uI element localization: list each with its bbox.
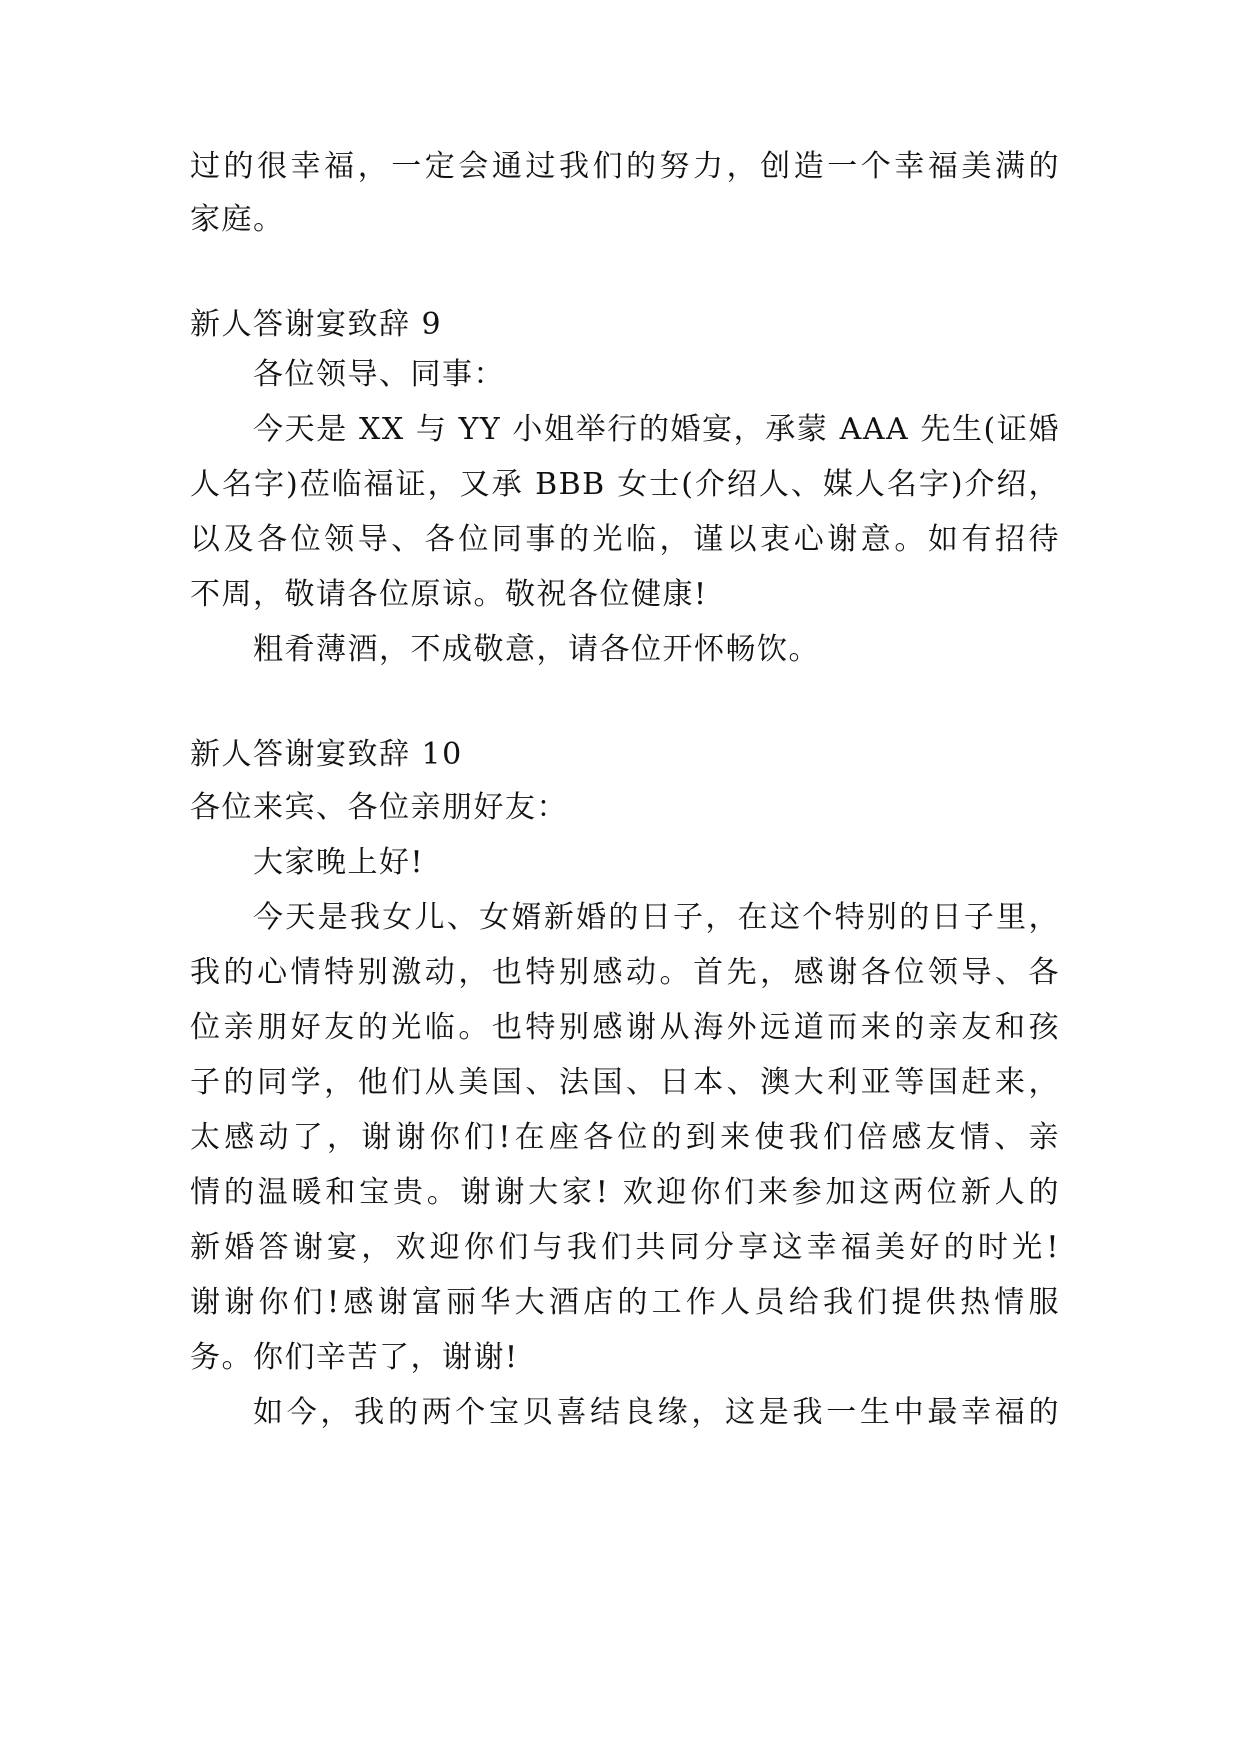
paragraph-line: 太感动了，谢谢你们!在座各位的到来使我们倍感友情、亲 <box>190 1120 1060 1155</box>
paragraph-line: 不周，敬请各位原谅。敬祝各位健康! <box>190 577 708 612</box>
paragraph-line: 情的温暖和宝贵。谢谢大家! 欢迎你们来参加这两位新人的 <box>190 1175 1060 1210</box>
salutation: 各位来宾、各位亲朋好友： <box>190 790 568 825</box>
paragraph-line: 过的很幸福，一定会通过我们的努力，创造一个幸福美满的 <box>190 149 1060 184</box>
paragraph-line: 今天是 XX 与 YY 小姐举行的婚宴，承蒙 AAA 先生(证婚 <box>253 412 1060 447</box>
paragraph-line: 粗肴薄酒，不成敬意，请各位开怀畅饮。 <box>253 632 820 667</box>
paragraph-line: 谢谢你们!感谢富丽华大酒店的工作人员给我们提供热情服 <box>190 1285 1060 1320</box>
paragraph-line: 如今，我的两个宝贝喜结良缘，这是我一生中最幸福的 <box>253 1395 1060 1430</box>
paragraph-line: 位亲朋好友的光临。也特别感谢从海外远道而来的亲友和孩 <box>190 1010 1060 1045</box>
section-heading: 新人答谢宴致辞 10 <box>190 737 463 772</box>
paragraph-line: 人名字)莅临福证，又承 BBB 女士(介绍人、媒人名字)介绍， <box>190 467 1060 502</box>
paragraph-line: 新婚答谢宴，欢迎你们与我们共同分享这幸福美好的时光! <box>190 1230 1060 1265</box>
greeting-line: 大家晚上好! <box>253 845 425 880</box>
paragraph-line: 子的同学，他们从美国、法国、日本、澳大利亚等国赶来， <box>190 1065 1060 1100</box>
salutation: 各位领导、同事： <box>253 357 505 392</box>
paragraph-line: 以及各位领导、各位同事的光临，谨以衷心谢意。如有招待 <box>190 522 1060 557</box>
paragraph-line: 务。你们辛苦了，谢谢! <box>190 1340 519 1375</box>
paragraph-line: 今天是我女儿、女婿新婚的日子，在这个特别的日子里， <box>253 900 1060 935</box>
paragraph-line: 家庭。 <box>190 202 285 237</box>
section-heading: 新人答谢宴致辞 9 <box>190 307 443 342</box>
paragraph-line: 我的心情特别激动，也特别感动。首先，感谢各位领导、各 <box>190 955 1060 990</box>
